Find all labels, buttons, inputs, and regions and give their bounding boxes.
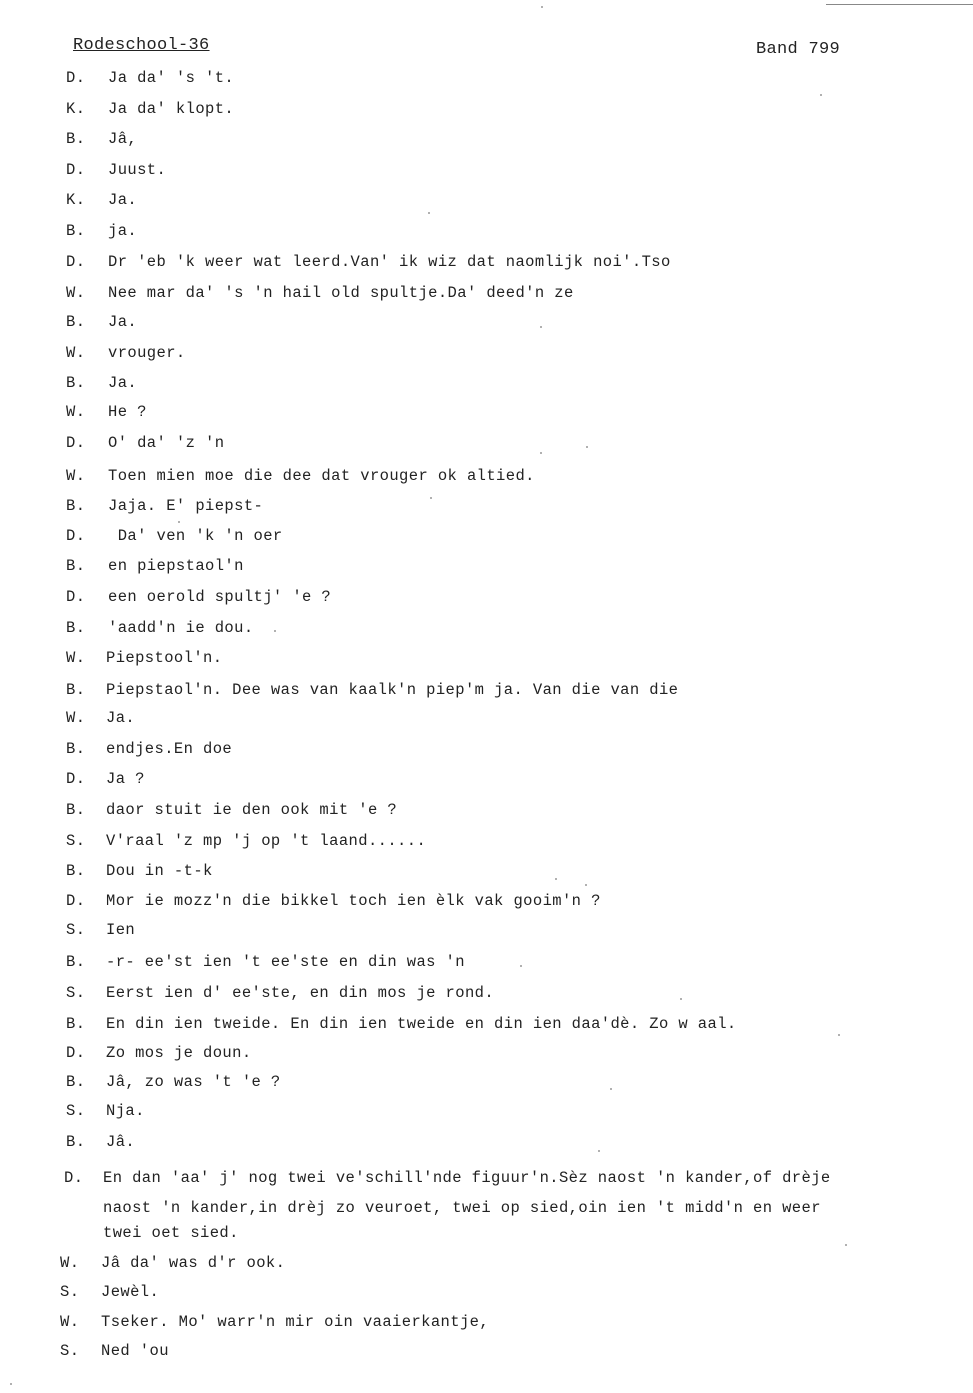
utterance-text: Da' ven 'k 'n oer [108, 527, 283, 545]
scan-speck [178, 521, 180, 523]
speaker-label: W. [60, 1313, 80, 1331]
utterance-text: Piepstool'n. [106, 649, 223, 667]
utterance-text: Piepstaol'n. Dee was van kaalk'n piep'm ja. Van die van die [106, 681, 679, 699]
speaker-label: D. [66, 434, 86, 452]
speaker-label: D. [66, 588, 86, 606]
scan-speck [680, 998, 682, 1000]
utterance-text: Ja. [108, 191, 138, 209]
utterance-text: He ? [108, 403, 147, 421]
scan-speck [520, 965, 522, 967]
utterance-text: 'aadd'n ie dou. [108, 619, 254, 637]
speaker-label: B. [66, 801, 86, 819]
top-rule [826, 4, 973, 5]
utterance-text: Nee mar da' 's 'n hail old spultje.Da' deed'n ze [108, 284, 574, 302]
speaker-label: D. [64, 1169, 84, 1187]
speaker-label: D. [66, 1044, 86, 1062]
utterance-text: O' da' 'z 'n [108, 434, 225, 452]
scan-speck [845, 1244, 847, 1246]
scan-speck [585, 884, 587, 886]
scan-speck [428, 212, 430, 214]
utterance-text: Ja. [106, 709, 136, 727]
scan-speck [540, 326, 542, 328]
speaker-label: S. [60, 1283, 80, 1301]
speaker-label: B. [66, 1133, 86, 1151]
scan-speck [555, 878, 557, 880]
utterance-text: Jâ, [108, 130, 138, 148]
scan-speck [540, 452, 542, 454]
utterance-text: V'raal 'z mp 'j op 't laand...... [106, 832, 427, 850]
utterance-text: een oerold spultj' 'e ? [108, 588, 332, 606]
scan-speck [598, 1150, 600, 1152]
speaker-label: K. [66, 100, 86, 118]
speaker-label: B. [66, 740, 86, 758]
speaker-label: B. [66, 1073, 86, 1091]
scan-speck [430, 497, 432, 499]
speaker-label: B. [66, 953, 86, 971]
utterance-text: Ja ? [106, 770, 145, 788]
speaker-label: D. [66, 69, 86, 87]
band-number: Band 799 [756, 40, 841, 59]
utterance-text: daor stuit ie den ook mit 'e ? [106, 801, 398, 819]
speaker-label: S. [66, 1102, 86, 1120]
utterance-text: Jâ da' was d'r ook. [101, 1254, 286, 1272]
utterance-text: Ien [106, 921, 136, 939]
utterance-text: -r- ee'st ien 't ee'ste en din was 'n [106, 953, 465, 971]
speaker-label: S. [66, 832, 86, 850]
speaker-label: W. [66, 649, 86, 667]
utterance-text: Ned 'ou [101, 1342, 169, 1360]
utterance-text: Eerst ien d' ee'ste, en din mos je rond. [106, 984, 495, 1002]
speaker-label: B. [66, 497, 86, 515]
speaker-label: B. [66, 557, 86, 575]
speaker-label: W. [66, 403, 86, 421]
utterance-text: Tseker. Mo' warr'n mir oin vaaierkantje, [101, 1313, 490, 1331]
utterance-text: Jaja. E' piepst- [108, 497, 264, 515]
speaker-label: W. [66, 709, 86, 727]
speaker-label: K. [66, 191, 86, 209]
utterance-text: En dan 'aa' j' nog twei ve'schill'nde figuur'n.Sèz naost 'n kander,of drèje [103, 1169, 831, 1187]
utterance-text: Juust. [108, 161, 167, 179]
utterance-text: en piepstaol'n [108, 557, 244, 575]
utterance-text: Dr 'eb 'k weer wat leerd.Van' ik wiz dat naomlijk noi'.Tso [108, 253, 671, 271]
speaker-label: B. [66, 222, 86, 240]
speaker-label: B. [66, 130, 86, 148]
speaker-label: D. [66, 527, 86, 545]
speaker-label: B. [66, 374, 86, 392]
utterance-text: Zo mos je doun. [106, 1044, 252, 1062]
scan-speck [10, 1383, 12, 1385]
utterance-text: Jewèl. [101, 1283, 160, 1301]
speaker-label: D. [66, 161, 86, 179]
utterance-text: naost 'n kander,in drèj zo veuroet, twei op sied,oin ien 't midd'n en weer [103, 1199, 821, 1217]
document-id: Rodeschool-36 [73, 36, 210, 55]
utterance-text: Dou in -t-k [106, 862, 213, 880]
utterance-text: En din ien tweide. En din ien tweide en din ien daa'dè. Zo w aal. [106, 1015, 737, 1033]
speaker-label: D. [66, 253, 86, 271]
speaker-label: B. [66, 619, 86, 637]
utterance-text: Nja. [106, 1102, 145, 1120]
utterance-text: Jâ, zo was 't 'e ? [106, 1073, 281, 1091]
speaker-label: D. [66, 892, 86, 910]
utterance-text: vrouger. [108, 344, 186, 362]
utterance-text: Ja da' 's 't. [108, 69, 235, 87]
utterance-text: Ja da' klopt. [108, 100, 235, 118]
speaker-label: S. [66, 921, 86, 939]
utterance-text: Ja. [108, 374, 138, 392]
utterance-text: endjes.En doe [106, 740, 233, 758]
speaker-label: B. [66, 1015, 86, 1033]
speaker-label: B. [66, 862, 86, 880]
speaker-label: S. [60, 1342, 80, 1360]
speaker-label: W. [60, 1254, 80, 1272]
speaker-label: W. [66, 284, 86, 302]
speaker-label: B. [66, 313, 86, 331]
speaker-label: B. [66, 681, 86, 699]
utterance-text: Ja. [108, 313, 138, 331]
utterance-text: ja. [108, 222, 138, 240]
utterance-text: Toen mien moe die dee dat vrouger ok altied. [108, 467, 535, 485]
speaker-label: S. [66, 984, 86, 1002]
scan-speck [820, 94, 822, 96]
speaker-label: D. [66, 770, 86, 788]
scan-speck [274, 630, 276, 632]
scan-speck [541, 6, 543, 8]
utterance-text: twei oet sied. [103, 1224, 239, 1242]
scan-speck [838, 1034, 840, 1036]
scan-speck [610, 1088, 612, 1090]
speaker-label: W. [66, 344, 86, 362]
utterance-text: Jâ. [106, 1133, 136, 1151]
scan-speck [586, 446, 588, 448]
speaker-label: W. [66, 467, 86, 485]
utterance-text: Mor ie mozz'n die bikkel toch ien èlk vak gooim'n ? [106, 892, 601, 910]
